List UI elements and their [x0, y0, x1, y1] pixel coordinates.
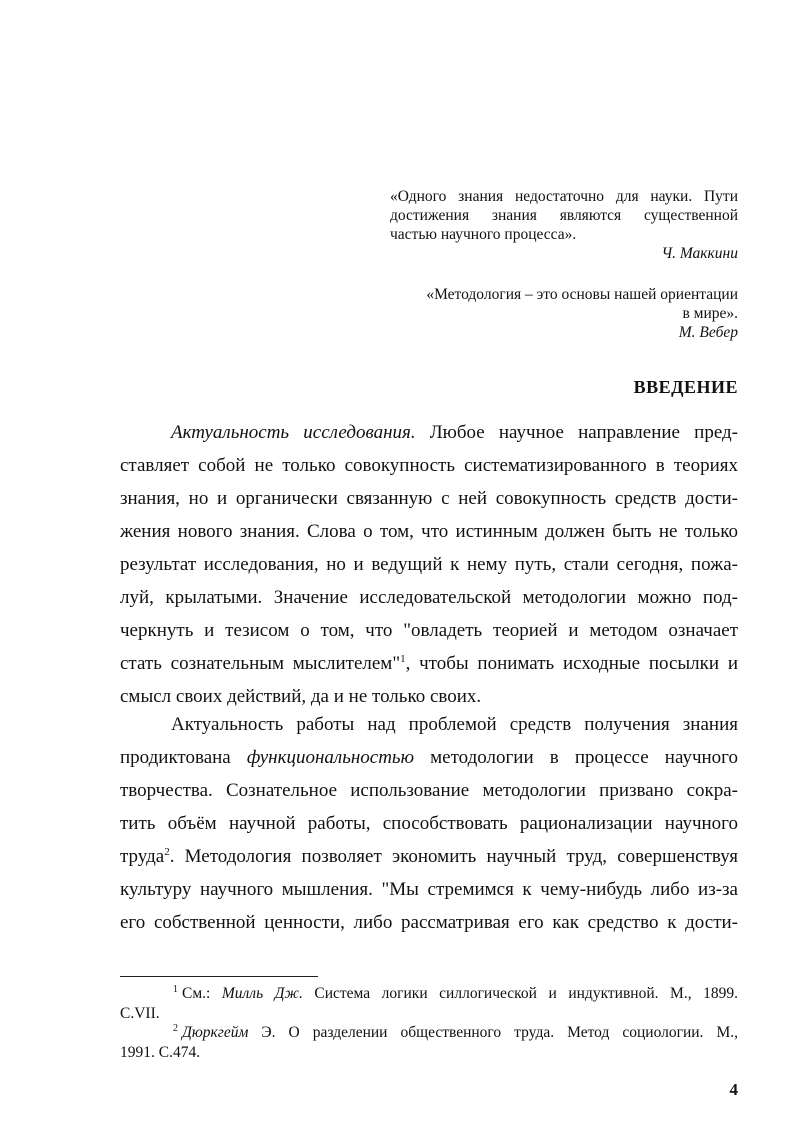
- section-heading: ВВЕДЕНИЕ: [633, 377, 738, 397]
- page-number: 4: [729, 1080, 738, 1099]
- footnote-author: Дюркгейм: [182, 1024, 249, 1041]
- epigraph-line: достижения знания являются существенной: [390, 207, 738, 224]
- epigraph-line: «Методология – это основы нашей ориентации: [426, 286, 738, 303]
- text-span: . Методология позволяет экономить научный труд, совершенствуя: [169, 846, 738, 867]
- text-line: луй, крылатыми. Значение исследовательской методологии можно под-: [120, 587, 738, 608]
- text-line: [120, 416, 738, 449]
- text-span: , чтобы понимать исходные посылки и: [405, 653, 738, 674]
- epigraph-quote: [390, 187, 738, 244]
- italic-term: функциональностью: [246, 747, 414, 768]
- text-line: тить объём научной работы, способствовать рационализации научного: [120, 813, 738, 834]
- footnote-mark: 1: [173, 984, 178, 995]
- footnote-line: [120, 1023, 738, 1043]
- footnote-mark: 2: [173, 1023, 178, 1034]
- text-line: [120, 840, 738, 873]
- text-span: стать сознательным мыслителем": [120, 653, 401, 674]
- text-line: жения нового знания. Слова о том, что истинным должен быть не только: [120, 521, 738, 542]
- epigraph-author: Ч. Маккини: [661, 245, 738, 262]
- text-span: методологии в процессе научного: [413, 747, 738, 768]
- text-line: культуру научного мышления. "Мы стремимся к чему-нибудь либо из-за: [120, 879, 738, 900]
- footnote-line: [120, 984, 738, 1004]
- footnote-prefix: См.:: [182, 985, 222, 1002]
- text-line: ставляет собой не только совокупность систематизированного в теориях: [120, 455, 738, 476]
- text-line: [120, 741, 738, 774]
- text-span: труда: [120, 846, 165, 867]
- text-line: смысл своих действий, да и не только своих.: [120, 686, 482, 707]
- text-span: продиктована: [120, 747, 247, 768]
- text-line: его собственной ценности, либо рассматривая его как средство к дости-: [120, 912, 738, 933]
- epigraph-weber: [380, 285, 738, 342]
- epigraph-author: М. Вебер: [678, 324, 738, 341]
- italic-lead: Актуальность исследования.: [171, 422, 416, 443]
- paragraph-methodology: [120, 708, 738, 939]
- epigraph-line: в мире».: [682, 305, 738, 322]
- footnote-ref-1[interactable]: 1: [400, 653, 406, 665]
- text-line: [120, 647, 738, 680]
- epigraph-mackinney: [390, 187, 738, 263]
- epigraph-line: «Одного знания недостаточно для науки. Пути: [390, 188, 738, 205]
- text-span: Любое научное направление пред-: [415, 422, 738, 443]
- text-line: результат исследования, но и ведущий к нему путь, стали сегодня, пожа-: [120, 554, 738, 575]
- footnotes: [120, 984, 738, 1062]
- footnote-line: 1991. С.474.: [120, 1043, 201, 1061]
- footnote-text: Э. О разделении общественного труда. Метод социологии. М.,: [248, 1024, 738, 1041]
- footnote-line: С.VII.: [120, 1004, 160, 1022]
- footnote-text: Система логики силлогической и индуктивной. М., 1899.: [302, 985, 738, 1002]
- footnote-1: [120, 984, 738, 1023]
- text-line: черкнуть и тезисом о том, что "овладеть теорией и методом означает: [120, 620, 738, 641]
- paragraph-relevance: [120, 416, 738, 713]
- text-line: творчества. Сознательное использование методологии призвано сокра-: [120, 780, 738, 801]
- epigraph-line: частью научного процесса».: [390, 226, 577, 243]
- footnote-2: [120, 1023, 738, 1062]
- footnote-divider: [120, 976, 318, 977]
- text-line: Актуальность работы над проблемой средств получения знания: [171, 714, 738, 735]
- text-line: знания, но и органически связанную с ней совокупность средств дости-: [120, 488, 738, 509]
- footnote-author: Милль Дж.: [221, 985, 303, 1002]
- footnote-ref-2[interactable]: 2: [164, 846, 170, 858]
